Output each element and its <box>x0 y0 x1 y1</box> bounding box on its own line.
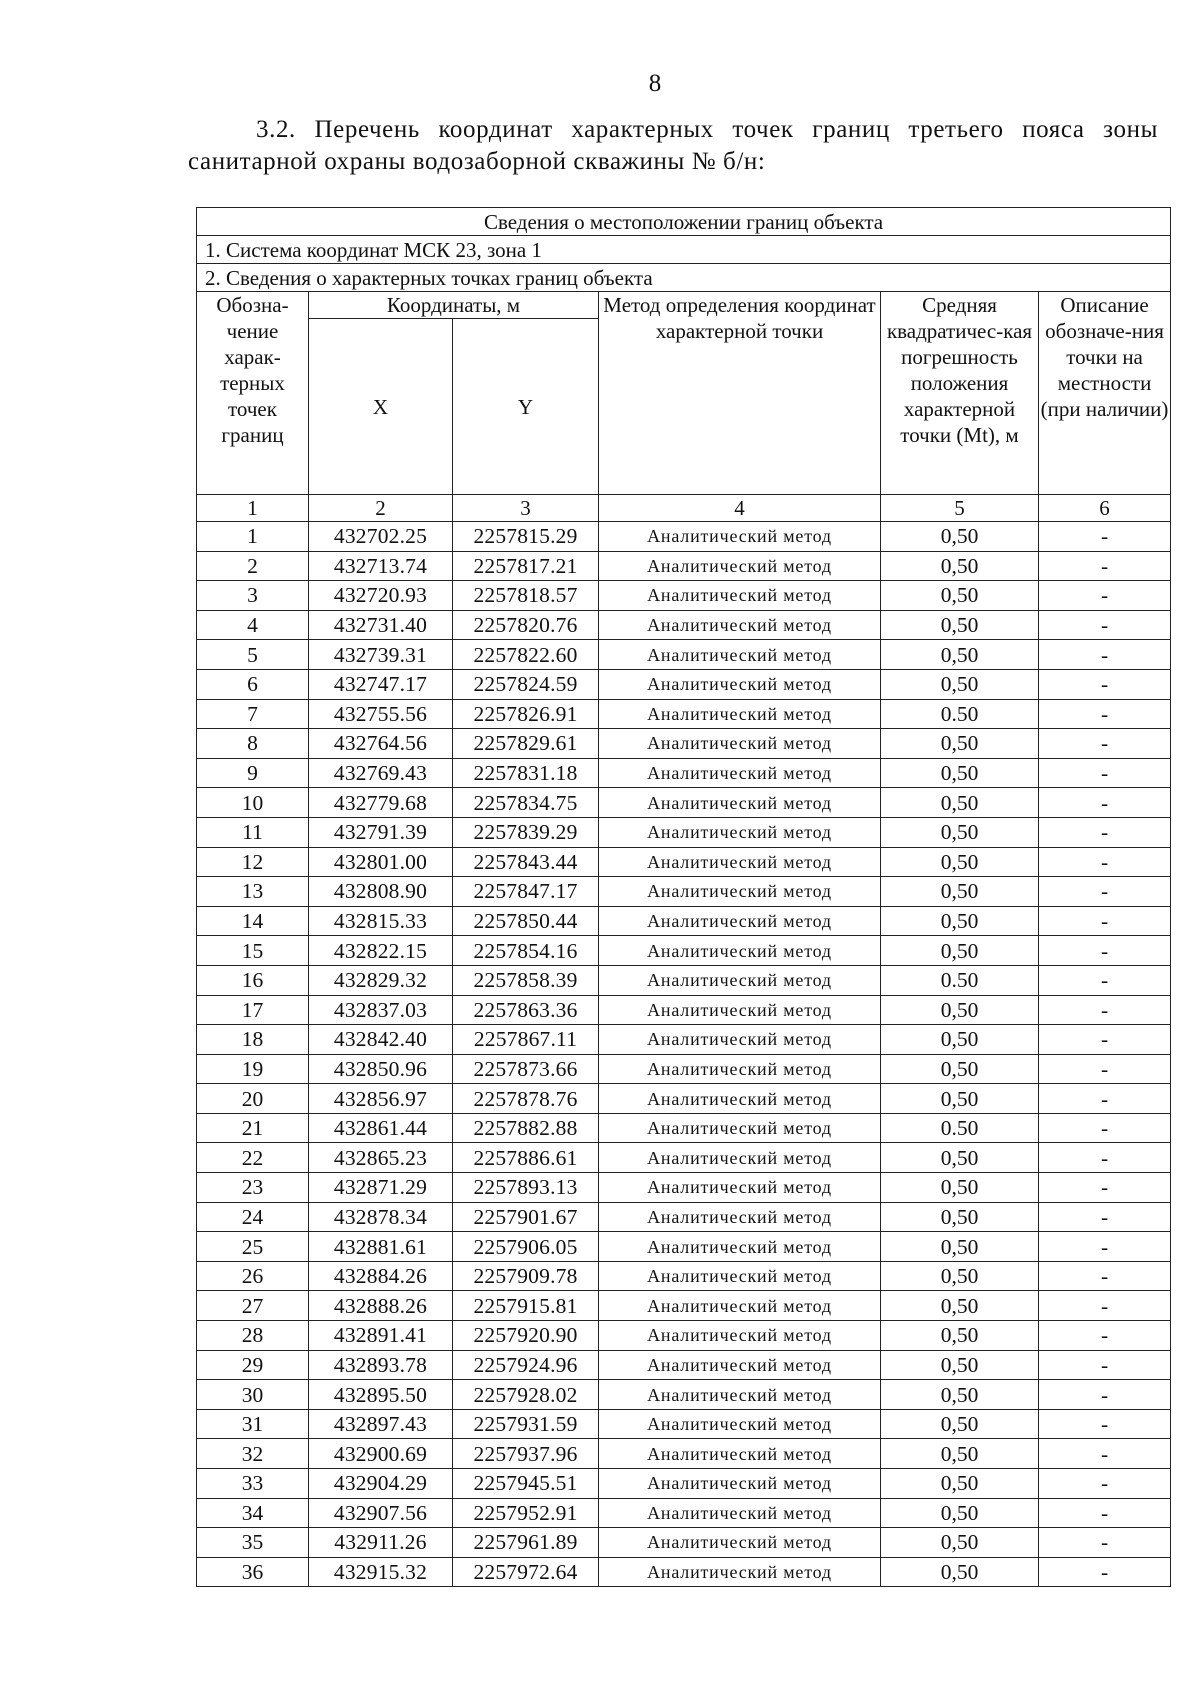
coord-x: 432893.78 <box>309 1350 453 1380</box>
table-row <box>197 1321 1171 1351</box>
table-row <box>197 758 1171 788</box>
coord-x: 432720.93 <box>309 581 453 611</box>
point-number: 26 <box>197 1261 309 1291</box>
coord-y: 2257829.61 <box>453 729 599 759</box>
mean-error: 0,50 <box>881 551 1039 581</box>
table-row <box>197 1498 1171 1528</box>
point-number: 15 <box>197 936 309 966</box>
coord-y: 2257901.67 <box>453 1202 599 1232</box>
method: Аналитический метод <box>599 847 881 877</box>
method: Аналитический метод <box>599 788 881 818</box>
coord-y: 2257824.59 <box>453 669 599 699</box>
point-number: 16 <box>197 965 309 995</box>
coord-x: 432888.26 <box>309 1291 453 1321</box>
coord-x: 432801.00 <box>309 847 453 877</box>
mean-error: 0,50 <box>881 906 1039 936</box>
method: Аналитический метод <box>599 1054 881 1084</box>
description: - <box>1039 995 1171 1025</box>
table-row <box>197 965 1171 995</box>
point-number: 8 <box>197 729 309 759</box>
header-coordinates: Координаты, м <box>309 292 599 319</box>
coord-x: 432739.31 <box>309 640 453 670</box>
coord-x: 432897.43 <box>309 1409 453 1439</box>
coord-x: 432747.17 <box>309 669 453 699</box>
point-number: 27 <box>197 1291 309 1321</box>
coord-y: 2257867.11 <box>453 1025 599 1055</box>
table-row <box>197 1025 1171 1055</box>
point-number: 35 <box>197 1528 309 1558</box>
coord-y: 2257909.78 <box>453 1261 599 1291</box>
coord-y: 2257915.81 <box>453 1291 599 1321</box>
coord-x: 432900.69 <box>309 1439 453 1469</box>
mean-error: 0,50 <box>881 995 1039 1025</box>
column-number: 4 <box>599 495 881 522</box>
point-number: 22 <box>197 1143 309 1173</box>
method: Аналитический метод <box>599 936 881 966</box>
mean-error: 0,50 <box>881 1025 1039 1055</box>
point-number: 34 <box>197 1498 309 1528</box>
coord-x: 432755.56 <box>309 699 453 729</box>
coord-y: 2257893.13 <box>453 1173 599 1203</box>
column-number: 3 <box>453 495 599 522</box>
description: - <box>1039 758 1171 788</box>
point-number: 12 <box>197 847 309 877</box>
description: - <box>1039 610 1171 640</box>
coord-y: 2257831.18 <box>453 758 599 788</box>
description: - <box>1039 1202 1171 1232</box>
coord-x: 432808.90 <box>309 877 453 907</box>
method: Аналитический метод <box>599 877 881 907</box>
description: - <box>1039 817 1171 847</box>
point-number: 9 <box>197 758 309 788</box>
description: - <box>1039 1380 1171 1410</box>
point-number: 1 <box>197 522 309 552</box>
coord-x: 432861.44 <box>309 1113 453 1143</box>
description: - <box>1039 699 1171 729</box>
table-row <box>197 1261 1171 1291</box>
table-row <box>197 1557 1171 1587</box>
coord-x: 432871.29 <box>309 1173 453 1203</box>
point-number: 23 <box>197 1173 309 1203</box>
mean-error: 0,50 <box>881 877 1039 907</box>
coord-y: 2257817.21 <box>453 551 599 581</box>
description: - <box>1039 729 1171 759</box>
point-number: 10 <box>197 788 309 818</box>
method: Аналитический метод <box>599 965 881 995</box>
description: - <box>1039 847 1171 877</box>
coord-x: 432907.56 <box>309 1498 453 1528</box>
coord-y: 2257863.36 <box>453 995 599 1025</box>
mean-error: 0,50 <box>881 1261 1039 1291</box>
point-number: 11 <box>197 817 309 847</box>
section-heading: 3.2. Перечень координат характерных точек границ третьего пояса зоны санитарной охраны водозаборной скважины № б/н: <box>188 116 1158 175</box>
point-number: 13 <box>197 877 309 907</box>
table-row <box>197 1409 1171 1439</box>
method: Аналитический метод <box>599 551 881 581</box>
coord-y: 2257924.96 <box>453 1350 599 1380</box>
point-number: 7 <box>197 699 309 729</box>
description: - <box>1039 1528 1171 1558</box>
coord-y: 2257928.02 <box>453 1380 599 1410</box>
mean-error: 0,50 <box>881 1143 1039 1173</box>
method: Аналитический метод <box>599 1291 881 1321</box>
coord-x: 432884.26 <box>309 1261 453 1291</box>
description: - <box>1039 640 1171 670</box>
method: Аналитический метод <box>599 1409 881 1439</box>
coord-x: 432769.43 <box>309 758 453 788</box>
table-row <box>197 1054 1171 1084</box>
point-number: 33 <box>197 1469 309 1499</box>
coord-x: 432837.03 <box>309 995 453 1025</box>
table-row <box>197 788 1171 818</box>
coord-x: 432891.41 <box>309 1321 453 1351</box>
point-number: 28 <box>197 1321 309 1351</box>
description: - <box>1039 936 1171 966</box>
description: - <box>1039 1054 1171 1084</box>
mean-error: 0.50 <box>881 1113 1039 1143</box>
coord-y: 2257945.51 <box>453 1469 599 1499</box>
coord-x: 432829.32 <box>309 965 453 995</box>
table-row <box>197 551 1171 581</box>
table-row <box>197 1173 1171 1203</box>
table-row <box>197 669 1171 699</box>
table-row <box>197 1469 1171 1499</box>
method: Аналитический метод <box>599 1143 881 1173</box>
coord-y: 2257931.59 <box>453 1409 599 1439</box>
point-number: 18 <box>197 1025 309 1055</box>
coord-y: 2257826.91 <box>453 699 599 729</box>
coord-x: 432895.50 <box>309 1380 453 1410</box>
point-number: 5 <box>197 640 309 670</box>
description: - <box>1039 1291 1171 1321</box>
point-number: 14 <box>197 906 309 936</box>
mean-error: 0,50 <box>881 640 1039 670</box>
table-row <box>197 906 1171 936</box>
method: Аналитический метод <box>599 610 881 640</box>
column-number: 1 <box>197 495 309 522</box>
point-number: 3 <box>197 581 309 611</box>
coord-x: 432842.40 <box>309 1025 453 1055</box>
coord-y: 2257886.61 <box>453 1143 599 1173</box>
point-number: 4 <box>197 610 309 640</box>
coord-x: 432764.56 <box>309 729 453 759</box>
mean-error: 0,50 <box>881 1084 1039 1114</box>
coord-y: 2257820.76 <box>453 610 599 640</box>
mean-error: 0,50 <box>881 669 1039 699</box>
header-error: Средняя квадратичес-кая погрешность положения характерной точки (Mt), м <box>881 292 1039 495</box>
coord-x: 432878.34 <box>309 1202 453 1232</box>
mean-error: 0,50 <box>881 1380 1039 1410</box>
mean-error: 0,50 <box>881 1173 1039 1203</box>
mean-error: 0,50 <box>881 1498 1039 1528</box>
table-row <box>197 817 1171 847</box>
coord-x: 432881.61 <box>309 1232 453 1262</box>
method: Аналитический метод <box>599 1084 881 1114</box>
point-number: 20 <box>197 1084 309 1114</box>
method: Аналитический метод <box>599 1380 881 1410</box>
description: - <box>1039 1084 1171 1114</box>
mean-error: 0,50 <box>881 1409 1039 1439</box>
header-y: Y <box>453 319 599 495</box>
mean-error: 0,50 <box>881 729 1039 759</box>
method: Аналитический метод <box>599 729 881 759</box>
coord-y: 2257822.60 <box>453 640 599 670</box>
mean-error: 0,50 <box>881 610 1039 640</box>
point-number: 36 <box>197 1557 309 1587</box>
coord-y: 2257858.39 <box>453 965 599 995</box>
coord-y: 2257854.16 <box>453 936 599 966</box>
coord-y: 2257920.90 <box>453 1321 599 1351</box>
table-row <box>197 936 1171 966</box>
coord-x: 432779.68 <box>309 788 453 818</box>
page-number: 8 <box>648 70 662 97</box>
point-number: 29 <box>197 1350 309 1380</box>
description: - <box>1039 1261 1171 1291</box>
column-number-row <box>197 495 1171 522</box>
coord-y: 2257882.88 <box>453 1113 599 1143</box>
mean-error: 0.50 <box>881 965 1039 995</box>
table-row <box>197 729 1171 759</box>
mean-error: 0,50 <box>881 1528 1039 1558</box>
description: - <box>1039 1173 1171 1203</box>
table-row <box>197 1084 1171 1114</box>
coord-y: 2257873.66 <box>453 1054 599 1084</box>
method: Аналитический метод <box>599 1528 881 1558</box>
point-number: 6 <box>197 669 309 699</box>
description: - <box>1039 1557 1171 1587</box>
coord-y: 2257937.96 <box>453 1439 599 1469</box>
coord-x: 432850.96 <box>309 1054 453 1084</box>
method: Аналитический метод <box>599 699 881 729</box>
description: - <box>1039 581 1171 611</box>
point-number: 17 <box>197 995 309 1025</box>
mean-error: 0,50 <box>881 581 1039 611</box>
description: - <box>1039 877 1171 907</box>
method: Аналитический метод <box>599 1113 881 1143</box>
coord-x: 432791.39 <box>309 817 453 847</box>
points-caption: 2. Сведения о характерных точках границ объекта <box>197 264 1171 292</box>
table-row <box>197 1439 1171 1469</box>
point-number: 19 <box>197 1054 309 1084</box>
coord-x: 432911.26 <box>309 1528 453 1558</box>
table-row <box>197 1143 1171 1173</box>
table-row <box>197 1350 1171 1380</box>
point-number: 31 <box>197 1409 309 1439</box>
mean-error: 0,50 <box>881 1350 1039 1380</box>
mean-error: 0,50 <box>881 1291 1039 1321</box>
point-number: 21 <box>197 1113 309 1143</box>
point-number: 32 <box>197 1439 309 1469</box>
column-number: 2 <box>309 495 453 522</box>
mean-error: 0,50 <box>881 1439 1039 1469</box>
description: - <box>1039 1232 1171 1262</box>
method: Аналитический метод <box>599 758 881 788</box>
coord-x: 432856.97 <box>309 1084 453 1114</box>
method: Аналитический метод <box>599 1261 881 1291</box>
method: Аналитический метод <box>599 581 881 611</box>
method: Аналитический метод <box>599 1439 881 1469</box>
header-x: X <box>309 319 453 495</box>
description: - <box>1039 522 1171 552</box>
table-row <box>197 581 1171 611</box>
method: Аналитический метод <box>599 640 881 670</box>
point-number: 2 <box>197 551 309 581</box>
header-designation: Обозна-чение харак-терных точек границ <box>197 292 309 495</box>
coord-x: 432815.33 <box>309 906 453 936</box>
coord-y: 2257972.64 <box>453 1557 599 1587</box>
coord-y: 2257815.29 <box>453 522 599 552</box>
table-row <box>197 1291 1171 1321</box>
point-number: 25 <box>197 1232 309 1262</box>
header-method: Метод определения координат характерной точки <box>599 292 881 495</box>
coord-y: 2257847.17 <box>453 877 599 907</box>
table-row <box>197 877 1171 907</box>
mean-error: 0,50 <box>881 817 1039 847</box>
method: Аналитический метод <box>599 906 881 936</box>
mean-error: 0,50 <box>881 936 1039 966</box>
mean-error: 0,50 <box>881 1321 1039 1351</box>
description: - <box>1039 1439 1171 1469</box>
description: - <box>1039 551 1171 581</box>
mean-error: 0,50 <box>881 788 1039 818</box>
coord-y: 2257818.57 <box>453 581 599 611</box>
coord-x: 432822.15 <box>309 936 453 966</box>
mean-error: 0,50 <box>881 1202 1039 1232</box>
coord-y: 2257839.29 <box>453 817 599 847</box>
description: - <box>1039 1025 1171 1055</box>
coord-x: 432731.40 <box>309 610 453 640</box>
method: Аналитический метод <box>599 1173 881 1203</box>
table-row <box>197 1232 1171 1262</box>
table-row <box>197 1202 1171 1232</box>
description: - <box>1039 1321 1171 1351</box>
method: Аналитический метод <box>599 1202 881 1232</box>
method: Аналитический метод <box>599 1350 881 1380</box>
coord-y: 2257906.05 <box>453 1232 599 1262</box>
coord-x: 432915.32 <box>309 1557 453 1587</box>
column-number: 6 <box>1039 495 1171 522</box>
table-row <box>197 610 1171 640</box>
coordinates-table <box>196 207 1171 1587</box>
table-row <box>197 1380 1171 1410</box>
coord-y: 2257843.44 <box>453 847 599 877</box>
mean-error: 0,50 <box>881 522 1039 552</box>
description: - <box>1039 1143 1171 1173</box>
mean-error: 0,50 <box>881 847 1039 877</box>
coordinate-system: 1. Система координат МСК 23, зона 1 <box>197 236 1171 264</box>
table-row <box>197 1113 1171 1143</box>
mean-error: 0,50 <box>881 1557 1039 1587</box>
method: Аналитический метод <box>599 1025 881 1055</box>
mean-error: 0,50 <box>881 758 1039 788</box>
mean-error: 0,50 <box>881 1232 1039 1262</box>
coord-y: 2257878.76 <box>453 1084 599 1114</box>
method: Аналитический метод <box>599 522 881 552</box>
description: - <box>1039 1350 1171 1380</box>
description: - <box>1039 1113 1171 1143</box>
coord-x: 432865.23 <box>309 1143 453 1173</box>
coord-y: 2257961.89 <box>453 1528 599 1558</box>
coord-y: 2257850.44 <box>453 906 599 936</box>
header-description: Описание обозначе-ния точки на местности (при наличии) <box>1039 292 1171 495</box>
method: Аналитический метод <box>599 1321 881 1351</box>
table-row <box>197 640 1171 670</box>
method: Аналитический метод <box>599 817 881 847</box>
description: - <box>1039 906 1171 936</box>
description: - <box>1039 669 1171 699</box>
description: - <box>1039 965 1171 995</box>
description: - <box>1039 1409 1171 1439</box>
point-number: 24 <box>197 1202 309 1232</box>
table-row <box>197 995 1171 1025</box>
coord-x: 432702.25 <box>309 522 453 552</box>
method: Аналитический метод <box>599 1498 881 1528</box>
table-title: Сведения о местоположении границ объекта <box>197 208 1171 236</box>
coord-x: 432713.74 <box>309 551 453 581</box>
method: Аналитический метод <box>599 1557 881 1587</box>
description: - <box>1039 1498 1171 1528</box>
method: Аналитический метод <box>599 669 881 699</box>
point-number: 30 <box>197 1380 309 1410</box>
table-row <box>197 1528 1171 1558</box>
coord-x: 432904.29 <box>309 1469 453 1499</box>
method: Аналитический метод <box>599 1232 881 1262</box>
method: Аналитический метод <box>599 995 881 1025</box>
table-row <box>197 847 1171 877</box>
coord-y: 2257834.75 <box>453 788 599 818</box>
column-number: 5 <box>881 495 1039 522</box>
mean-error: 0,50 <box>881 1054 1039 1084</box>
table-row <box>197 522 1171 552</box>
table-row <box>197 699 1171 729</box>
mean-error: 0,50 <box>881 1469 1039 1499</box>
description: - <box>1039 1469 1171 1499</box>
description: - <box>1039 788 1171 818</box>
coord-y: 2257952.91 <box>453 1498 599 1528</box>
mean-error: 0.50 <box>881 699 1039 729</box>
method: Аналитический метод <box>599 1469 881 1499</box>
